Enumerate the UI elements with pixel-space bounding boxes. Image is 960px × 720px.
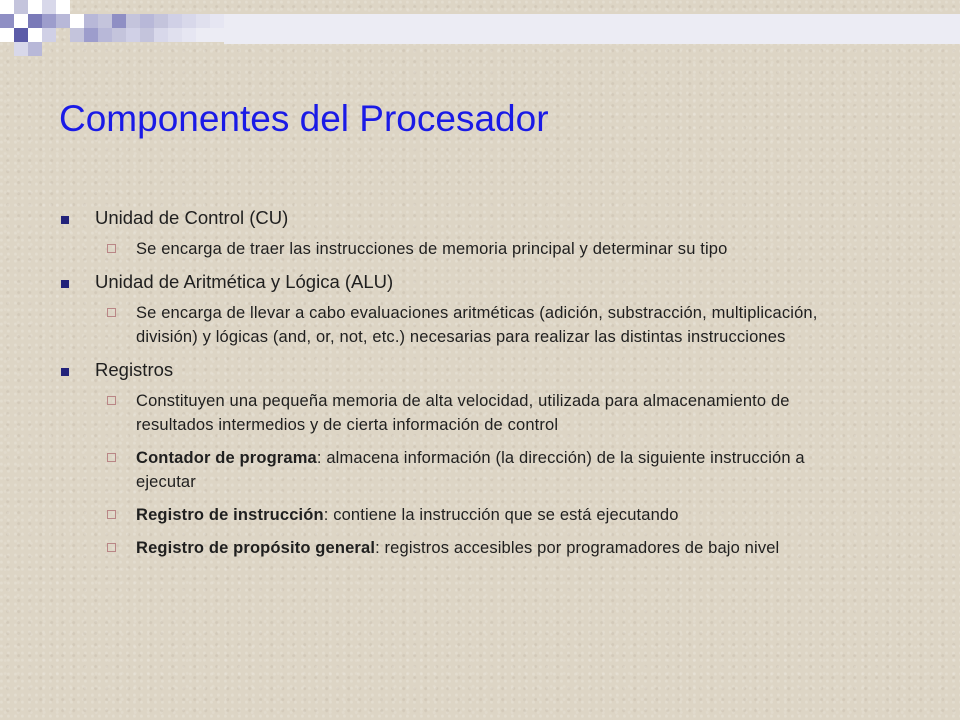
deco-square [14, 28, 28, 42]
deco-square [42, 28, 56, 42]
deco-square [98, 14, 112, 28]
deco-square [140, 14, 154, 28]
sub-bullet-term: Registro de propósito general [136, 539, 376, 557]
sub-bullet-text: Se encarga de traer las instrucciones de memoria principal y determinar su tipo [136, 240, 728, 258]
sub-bullet-item [59, 446, 859, 494]
hollow-square-bullet-icon [107, 543, 116, 552]
deco-square [154, 14, 168, 28]
deco-square [70, 14, 84, 28]
bullet-label: Registros [95, 359, 174, 380]
bullet-item-alu [59, 271, 859, 293]
deco-square [0, 14, 14, 28]
bullet-list [59, 207, 859, 560]
hollow-square-bullet-icon [107, 453, 116, 462]
deco-square [126, 14, 140, 28]
sub-bullet-text: : contiene la instrucción que se está ejecutando [323, 506, 679, 524]
hollow-square-bullet-icon [107, 308, 116, 317]
sub-bullet-item [59, 503, 859, 527]
deco-square [28, 0, 42, 14]
deco-square [14, 42, 28, 56]
deco-square [0, 28, 14, 42]
deco-square [196, 14, 210, 28]
sub-bullet-item [59, 237, 859, 261]
deco-square [182, 14, 196, 28]
deco-square [42, 14, 56, 28]
deco-square [210, 28, 224, 42]
deco-square [154, 28, 168, 42]
deco-square [14, 14, 28, 28]
sub-bullet-item [59, 536, 859, 560]
deco-square [168, 28, 182, 42]
deco-square [56, 0, 70, 14]
deco-square [210, 14, 224, 28]
square-bullet-icon [61, 216, 69, 224]
bullet-item-registers [59, 359, 859, 381]
sub-bullet-item [59, 389, 859, 437]
slide-title: Componentes del Procesador [59, 98, 549, 139]
sub-bullet-text: : almacena información (la dirección) de la siguiente instrucción a ejecutar [136, 449, 805, 491]
deco-square [168, 14, 182, 28]
decorative-squares [0, 0, 960, 60]
deco-square [112, 28, 126, 42]
square-bullet-icon [61, 280, 69, 288]
deco-square [56, 14, 70, 28]
hollow-square-bullet-icon [107, 244, 116, 253]
deco-square [84, 14, 98, 28]
deco-square [14, 0, 28, 14]
sub-bullet-text: Se encarga de llevar a cabo evaluaciones aritméticas (adición, substracción, multiplicación, división) y lógicas (and, or, not, etc.) necesarias para realizar las distintas instrucciones [136, 304, 818, 346]
sub-bullet-item [59, 301, 859, 349]
sub-bullet-text: : registros accesibles por programadores de bajo nivel [375, 539, 780, 557]
deco-square [140, 28, 154, 42]
deco-square [112, 14, 126, 28]
deco-square [84, 28, 98, 42]
bullet-item-control-unit [59, 207, 859, 229]
bullet-label: Unidad de Control (CU) [95, 207, 289, 228]
deco-square [98, 28, 112, 42]
deco-square [28, 28, 42, 42]
sub-bullet-term: Registro de instrucción [136, 506, 324, 524]
hollow-square-bullet-icon [107, 396, 116, 405]
sub-bullet-text: Constituyen una pequeña memoria de alta velocidad, utilizada para almacenamiento de resultados intermedios y de cierta información de control [136, 392, 790, 434]
bullet-label: Unidad de Aritmética y Lógica (ALU) [95, 271, 394, 292]
deco-square [182, 28, 196, 42]
hollow-square-bullet-icon [107, 510, 116, 519]
decorative-top-bar [224, 14, 960, 44]
deco-square [0, 0, 14, 14]
deco-square [28, 42, 42, 56]
square-bullet-icon [61, 368, 69, 376]
deco-square [126, 28, 140, 42]
deco-square [42, 0, 56, 14]
deco-square [28, 14, 42, 28]
deco-square [70, 28, 84, 42]
deco-square [196, 28, 210, 42]
sub-bullet-term: Contador de programa [136, 449, 317, 467]
